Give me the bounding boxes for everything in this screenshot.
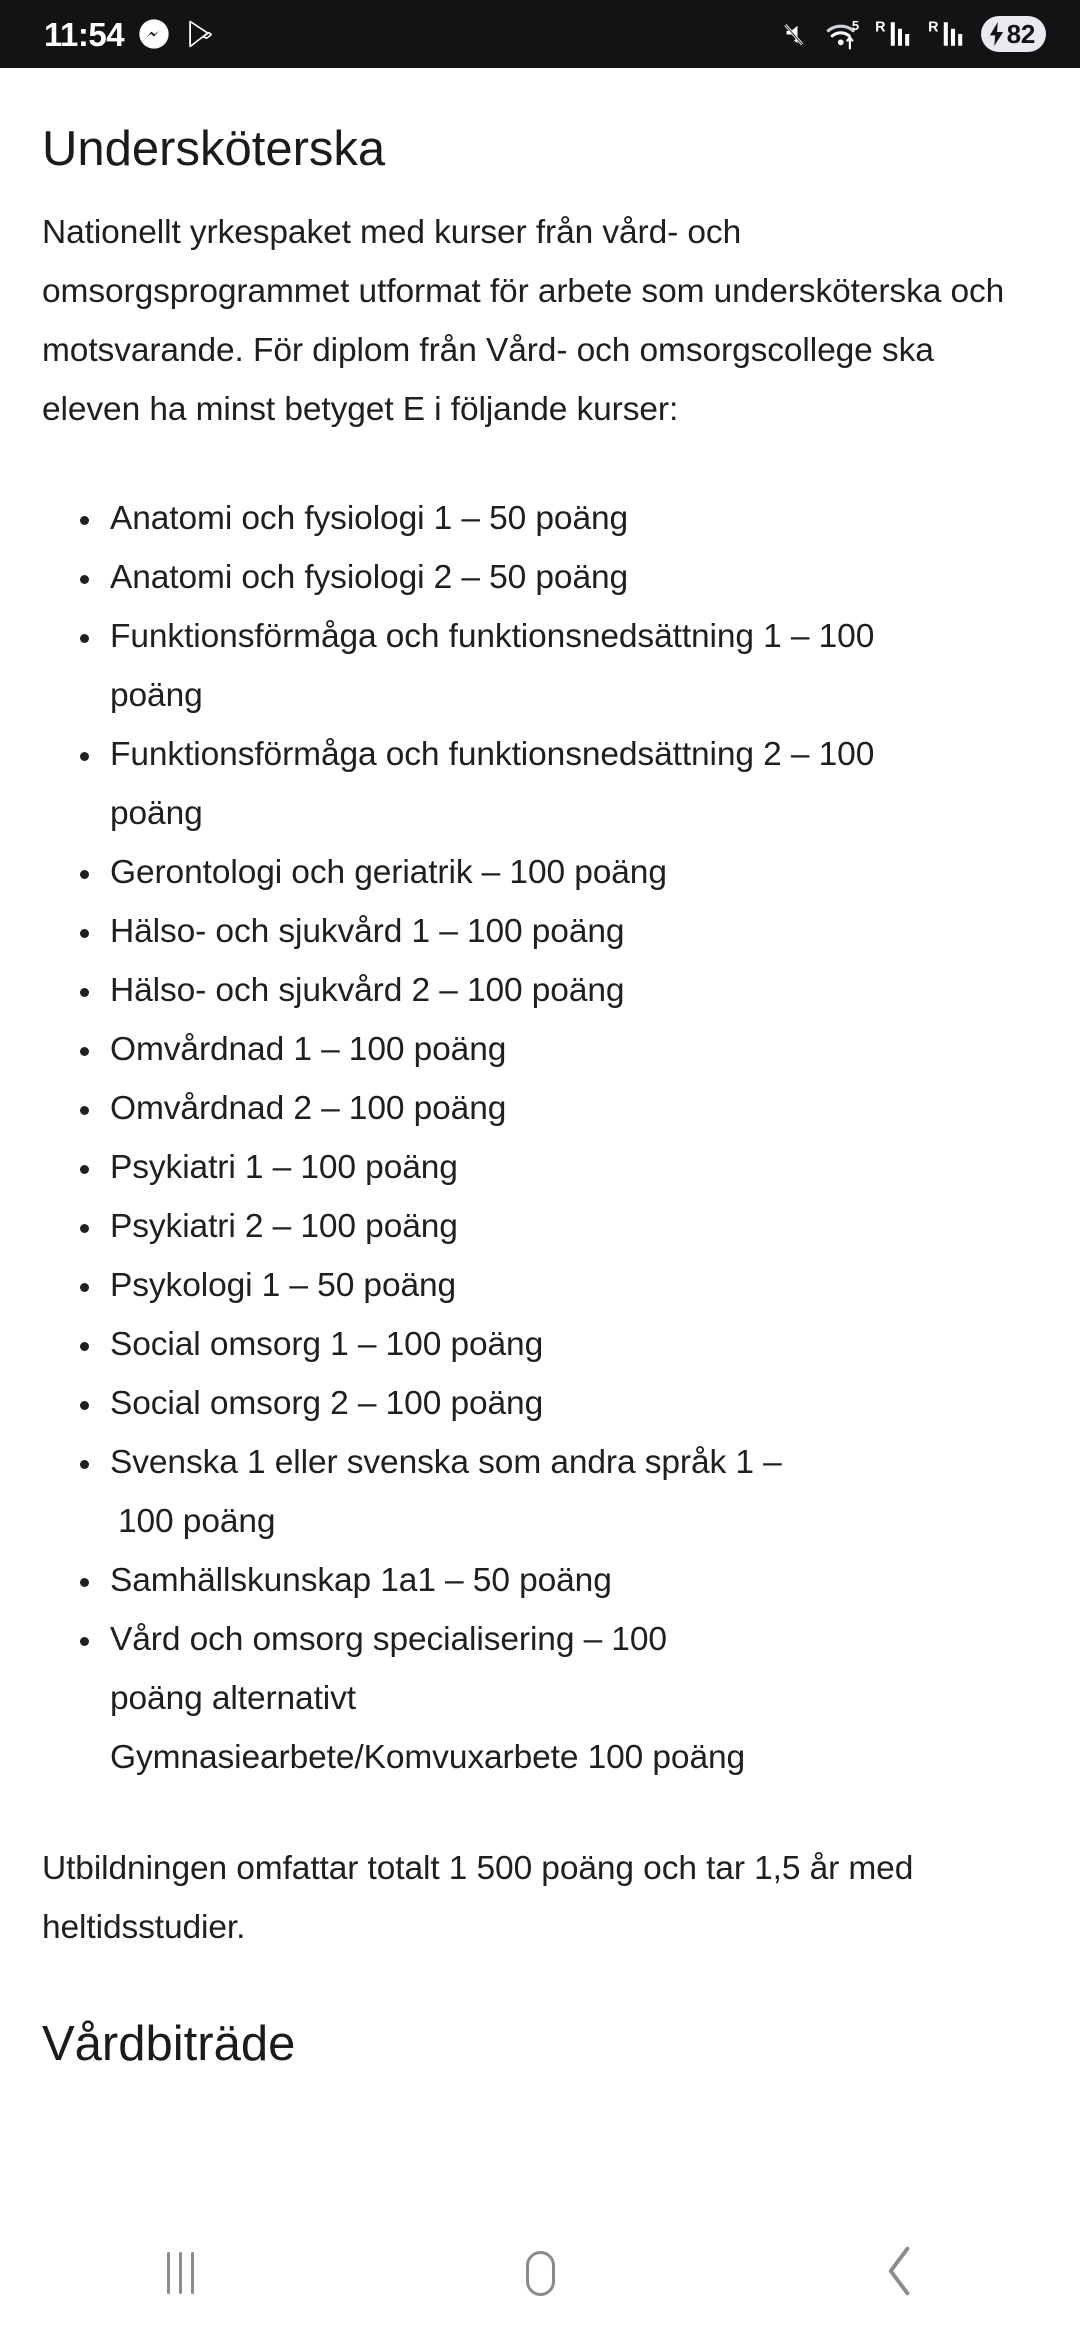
intro-paragraph: Nationellt yrkespaket med kurser från vård- och omsorgsprogrammet utformat för arbete som undersköterska och motsvarande. För diplom från Vård- och omsorgscollege ska eleven ha minst betyget E i följande kurser: — [42, 213, 1005, 428]
list-item — [80, 1374, 1030, 1433]
messenger-icon — [138, 18, 170, 50]
course-line: Gerontologi och geriatrik – 100 poäng — [110, 853, 667, 891]
course-line-wrap: poäng alternativt — [110, 1679, 357, 1717]
list-item — [80, 1020, 1030, 1079]
course-line: Svenska 1 eller svenska som andra språk 1 – — [110, 1443, 782, 1481]
battery-status-badge — [981, 16, 1046, 52]
list-item — [80, 843, 1030, 902]
list-item — [80, 1079, 1030, 1138]
status-bar — [0, 0, 1080, 68]
recents-icon — [167, 2252, 194, 2294]
course-line: Anatomi och fysiologi 2 – 50 poäng — [110, 558, 629, 596]
list-item — [80, 725, 1030, 843]
closing-paragraph: Utbildningen omfattar totalt 1 500 poäng och tar 1,5 år med heltidsstudier. — [42, 1849, 914, 1946]
android-navigation-bar — [0, 2206, 1080, 2340]
list-item — [80, 1315, 1030, 1374]
play-store-icon — [184, 18, 216, 50]
list-item — [80, 1256, 1030, 1315]
battery-percent-text: 82 — [1006, 19, 1035, 49]
course-line: Omvårdnad 1 – 100 poäng — [110, 1030, 507, 1068]
section-title: Vårdbiträde — [42, 2016, 296, 2071]
course-line: Vård och omsorg specialisering – 100 — [110, 1620, 667, 1658]
list-item — [80, 1433, 1030, 1551]
list-item — [80, 902, 1030, 961]
course-line: Funktionsförmåga och funktionsnedsättning 1 – 100 — [110, 617, 875, 655]
status-clock: 11:54 — [44, 15, 125, 53]
course-line: Anatomi och fysiologi 1 – 50 poäng — [110, 499, 629, 537]
course-line: Omvårdnad 2 – 100 poäng — [110, 1089, 507, 1127]
course-line-wrap: Gymnasiearbete/Komvuxarbete 100 poäng — [110, 1738, 746, 1776]
list-item — [80, 607, 1030, 725]
course-line: Social omsorg 2 – 100 poäng — [110, 1384, 544, 1422]
status-bar-right — [782, 16, 1046, 52]
roaming-label-2: R — [927, 19, 939, 36]
list-item — [80, 489, 1030, 548]
course-line: Social omsorg 1 – 100 poäng — [110, 1325, 544, 1363]
course-line-wrap: poäng — [110, 794, 203, 832]
document-content — [0, 68, 1080, 2340]
status-bar-left — [44, 15, 216, 53]
course-line: Samhällskunskap 1a1 – 50 poäng — [110, 1561, 612, 1599]
recents-button[interactable] — [80, 2223, 280, 2323]
mute-icon — [782, 19, 813, 50]
list-item — [80, 1197, 1030, 1256]
home-button[interactable] — [440, 2223, 640, 2323]
course-line: Psykiatri 1 – 100 poäng — [110, 1148, 458, 1186]
course-line: Psykiatri 2 – 100 poäng — [110, 1207, 458, 1245]
wifi-icon — [824, 17, 864, 51]
signal-icon-1 — [875, 17, 917, 51]
course-list — [42, 489, 1038, 1787]
page-title: Undersköterska — [42, 122, 386, 176]
back-button[interactable] — [800, 2223, 1000, 2323]
back-chevron-icon — [877, 2245, 923, 2302]
list-item — [80, 1610, 1030, 1787]
list-item — [80, 961, 1030, 1020]
course-line-wrap: poäng — [110, 676, 203, 714]
signal-icon-2 — [928, 17, 970, 51]
roaming-label-1: R — [874, 19, 886, 36]
list-item — [80, 1138, 1030, 1197]
list-item — [80, 1551, 1030, 1610]
course-line: Hälso- och sjukvård 1 – 100 poäng — [110, 912, 625, 950]
charging-bolt-icon — [988, 22, 1005, 46]
course-line: Psykologi 1 – 50 poäng — [110, 1266, 457, 1304]
course-line: Hälso- och sjukvård 2 – 100 poäng — [110, 971, 625, 1009]
wifi-badge-text: 5 — [851, 18, 859, 34]
list-item — [80, 548, 1030, 607]
course-line: Funktionsförmåga och funktionsnedsättning 2 – 100 — [110, 735, 875, 773]
course-line-wrap: 100 poäng — [118, 1502, 276, 1540]
home-icon — [526, 2251, 555, 2296]
